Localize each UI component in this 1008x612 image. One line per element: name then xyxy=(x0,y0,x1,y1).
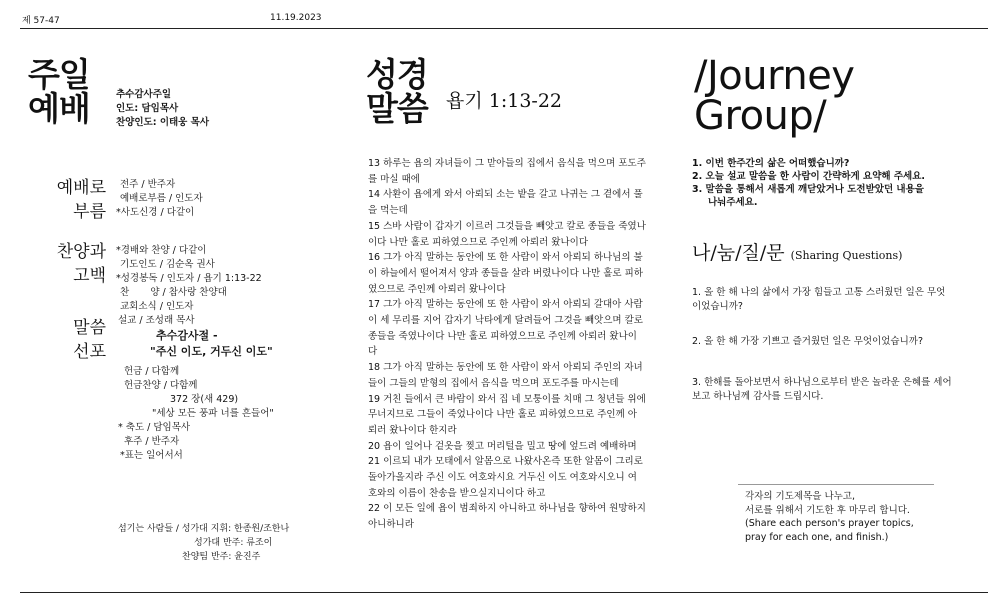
order-item: 헌금찬양 / 다함께 xyxy=(124,380,198,391)
top-rule xyxy=(20,28,988,29)
order-item: 기도인도 / 김순옥 권사 xyxy=(120,259,215,270)
sermon-subtitle: "주신 이도, 거두신 이도" xyxy=(150,345,273,358)
order-item: 예배로부름 / 인도자 xyxy=(120,193,203,204)
journey-title: /Journey Group/ xyxy=(694,53,855,139)
order-item: 교회소식 / 인도자 xyxy=(120,301,194,312)
verse: 21 이르되 내가 모태에서 알몸으로 나왔사온즉 또한 알몸이 그리로 돌아가올지라 주신 이도 여호와시요 거두신 이도 여호와시오니 여호와의 이름이 찬송을 받으실지니이다 하고 xyxy=(368,456,643,499)
sharing-question: 2. 올 한 해 가장 기쁘고 즐거웠던 일은 무엇이었습니까? xyxy=(692,336,923,347)
verse: 19 거친 들에서 큰 바람이 와서 집 네 모퉁이를 치매 그 청년들 위에 무너지므로 그들이 죽었나이다 나만 홀로 피하였으므로 주인께 아뢰러 왔나이다 한지라 xyxy=(368,393,646,436)
scripture-verses xyxy=(368,156,646,533)
sharing-question: 3. 한해를 돌아보면서 하나님으로부터 받은 놀라운 은혜를 세어보고 하나님께 감사를 드립시다. xyxy=(692,377,952,402)
worship-title xyxy=(28,55,90,128)
date: 11.19.2023 xyxy=(270,13,322,23)
sermon-title: 추수감사절 - xyxy=(156,329,218,342)
scripture-title: 성경 말씀 xyxy=(366,55,428,128)
verse: 14 사환이 욥에게 와서 아뢰되 소는 밭을 갈고 나귀는 그 곁에서 풀을 먹는데 xyxy=(368,189,643,217)
section-praise-confession: 찬양과 고백 xyxy=(56,242,106,286)
worship-title-line2: 예배 xyxy=(28,89,90,128)
order-item: *사도신경 / 다같이 xyxy=(116,207,195,218)
verse: 13 하루는 욥의 자녀들이 그 맏아들의 집에서 음식을 먹으며 포도주를 마실 때에 xyxy=(368,158,646,185)
order-item: *경배와 찬양 / 다같이 xyxy=(116,245,207,256)
bottom-rule xyxy=(20,592,988,593)
issue-number: 제 57-47 xyxy=(22,16,60,26)
verse: 16 그가 아직 말하는 동안에 또 한 사람이 와서 아뢰되 하나님의 불이 하늘에서 떨어져서 양과 종들을 살라 버렸나이다 나만 홀로 피하였으므로 주인께 아뢰러 왔나이다 xyxy=(368,252,643,295)
verse: 17 그가 아직 말하는 동안에 또 한 사람이 와서 아뢰되 갈대아 사람이 세 무리를 지어 갑자기 낙타에게 달려들어 그것을 빼앗으며 칼로 종들을 죽였나이다 나만 홀로 피하였으므로 주인께 아뢰러 왔나이다 xyxy=(368,299,643,358)
servants: 섬기는 사람들 / 성가대 지휘: 한종원/조한나 성가대 반주: 류조이 찬양팀 반주: 윤진주 xyxy=(118,524,290,562)
scripture-reference: 욥기 1:13-22 xyxy=(446,90,563,112)
order-item: 후주 / 반주자 xyxy=(124,436,180,447)
service-name: 추수감사주일 xyxy=(116,89,172,100)
order-item: *성경봉독 / 인도자 / 욥기 1:13-22 xyxy=(116,273,262,284)
worship-title-line1: 주일 xyxy=(28,55,90,94)
order-item: 설교 / 조성래 목사 xyxy=(118,315,195,326)
journey-questions: 1. 이번 한주간의 삶은 어떠했습니까? 2. 오늘 설교 말씀을 한 사람이 간략하게 요약해 주세요. 3. 말씀을 통해서 새롭게 깨닫았거나 도전받았던 내용을 나눠주세요. xyxy=(692,158,926,208)
praise-leader: 찬양인도: 이태웅 목사 xyxy=(116,117,210,128)
sharing-question: 1. 올 한 해 나의 삶에서 가장 힘들고 고통 스러웠던 일은 무엇이었습니까? xyxy=(692,287,946,312)
order-item: * 축도 / 담임목사 xyxy=(118,422,191,433)
verse: 15 스바 사람이 갑자기 이르러 그것들을 빼앗고 칼로 종들을 죽였나이다 나만 홀로 피하였으므로 주인께 아뢰러 왔나이다 xyxy=(368,220,646,248)
closing-note: 각자의 기도제목을 나누고, 서로를 위해서 기도한 후 마무리 합니다. (Share each person's prayer topics, pray for each one, and finish.) xyxy=(745,491,914,543)
section-sermon: 말씀 선포 xyxy=(73,318,106,362)
hymn-number: 372 장(새 429) xyxy=(170,394,239,405)
closing-divider xyxy=(738,484,934,485)
sharing-title: 나/눔/질/문 (Sharing Questions) xyxy=(692,242,903,264)
section-call-to-worship: 예배로 부름 xyxy=(56,178,106,222)
verse: 18 그가 아직 말하는 동안에 또 한 사람이 와서 아뢰되 주인의 자녀들이 그들의 맏형의 집에서 음식을 먹으며 포도주를 마시는데 xyxy=(368,362,643,389)
order-item: 전주 / 반주자 xyxy=(120,179,176,190)
verse: 20 욥이 일어나 겉옷을 찢고 머리털을 밀고 땅에 엎드려 예배하며 xyxy=(368,440,637,452)
service-leader: 인도: 담임목사 xyxy=(116,103,179,114)
order-item: 찬 양 / 참사랑 찬양대 xyxy=(120,287,227,298)
order-item: 헌금 / 다함께 xyxy=(124,366,180,377)
service-info xyxy=(116,88,209,130)
standing-note: *표는 일어서서 xyxy=(120,450,183,461)
verse: 22 이 모든 일에 욥이 범죄하지 아니하고 하나님을 향하여 원망하지 아니하니라 xyxy=(368,503,646,531)
hymn-title: "세상 모든 풍파 너를 흔들어" xyxy=(152,408,274,419)
